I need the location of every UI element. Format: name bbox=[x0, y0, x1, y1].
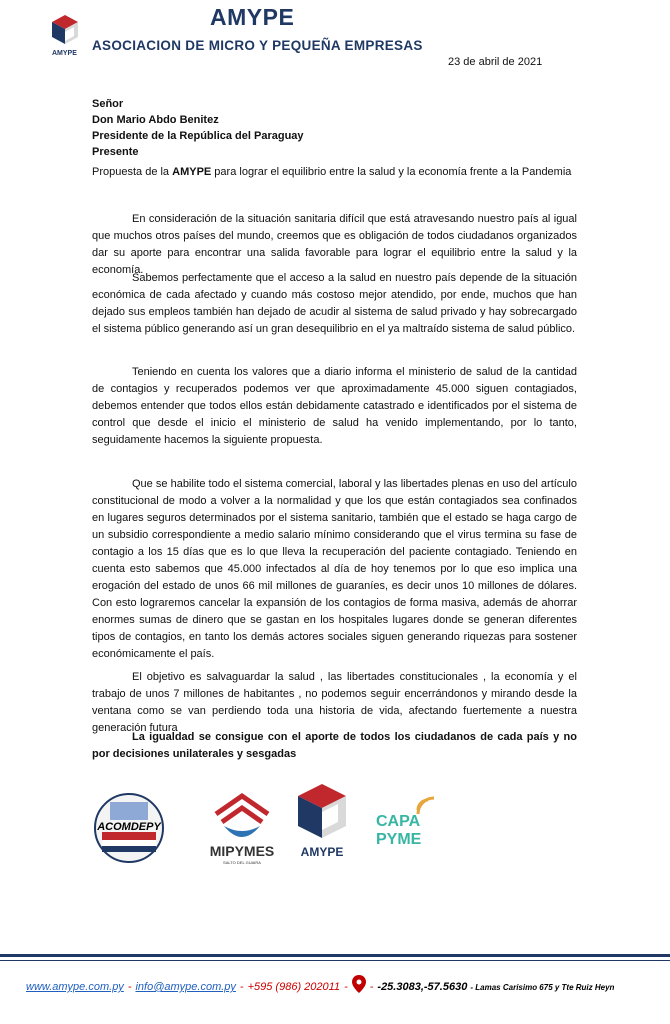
footer-separator: - bbox=[239, 981, 244, 993]
body-paragraph-1: En consideración de la situación sanitaria difícil que está atravesando nuestro país al igual que muchos otros países del mundo, creemos que es obligación de todos ciudadanos organizados dar su aporte para encontrar una salida favorable para lograr el equilibrio entre la salud y la economía. bbox=[92, 213, 577, 276]
amype-logo-icon bbox=[50, 14, 80, 54]
logo-label: AMYPE bbox=[52, 50, 77, 57]
recipient-present: Presente bbox=[92, 146, 139, 158]
amype-partner-logo-icon bbox=[292, 780, 352, 864]
subject-suffix: para lograr el equilibrio entre la salud y la economía frente a la Pandemia bbox=[211, 166, 572, 178]
letter-date: 23 de abril de 2021 bbox=[448, 56, 543, 68]
mipymes-logo-icon bbox=[202, 790, 282, 866]
phone-number: +595 (986) 202011 bbox=[247, 981, 341, 993]
pyme-logo-text: PYME bbox=[376, 831, 422, 848]
subject-highlight: AMYPE bbox=[172, 166, 212, 178]
body-paragraph-3: Teniendo en cuenta los valores que a diario informa el ministerio de salud de la cantidad de contagios y recuperados podemos ver que aproximadamente 45.000 siguen contagiados, debemos entender que todos ellos están debidamente catastrado e identificados por el sistema de control que desde el inicio el ministerio de salud ha venido implementando, por lo tanto, seguidamente hacemos la siguiente propuesta. bbox=[92, 366, 577, 446]
address: - Lamas Carisimo 675 y Tte Ruiz Heyn bbox=[470, 983, 615, 992]
subject-prefix: Propuesta de la bbox=[92, 166, 173, 178]
org-title: AMYPE bbox=[210, 4, 295, 30]
recipient-block bbox=[92, 96, 304, 160]
org-subtitle: ASOCIACION DE MICRO Y PEQUEÑA EMPRESAS bbox=[92, 38, 423, 53]
capapyme-logo-icon bbox=[372, 794, 442, 858]
footer-separator: - bbox=[344, 981, 348, 993]
footer-separator: - bbox=[369, 981, 374, 993]
closing-statement: La igualdad se consigue con el aporte de todos los ciudadanos de cada país y no por decisiones unilaterales y sesgadas bbox=[92, 731, 577, 760]
body-paragraph-4: Que se habilite todo el sistema comercial, laboral y las libertades plenas en uso del artículo constitucional de modo a volver a la normalidad y que los que están contagiados sea confinados en lugares seguros determinados por el sistema sanitario, también que el estado se haga cargo de un subsidio correspondiente a medio salario mínimo considerando que el virus termina su fase de contagio a los 15 días que es lo que lleva la recuperación del paciente contagiado. Teniendo en cuenta esto sabemos que 45.000 infectados al día de hoy tenemos por lo que eso implica una erogación del estado de unos 66 mil millones de guaraníes, es decir unos 10 millones de dólares. Con esto lograremos cancelar la expansión de los contagios de forma masiva, además de ahorrar enormes sumas de dinero que se gastan en los hospitales lugares donde se generan diferentes tipos de contagios, en tanto los demás actores sociales siguen generando riquezas para sostener económicamente el país. bbox=[92, 478, 577, 660]
mipymes-logo-subtext: SALTO DEL GUAIRA bbox=[223, 860, 261, 865]
partner-logos bbox=[92, 790, 552, 870]
footer-contact bbox=[26, 975, 614, 993]
recipient-name: Don Mario Abdo Benitez bbox=[92, 114, 219, 126]
body-paragraph-5: El objetivo es salvaguardar la salud , las libertades constitucionales , la economía y el trabajo de unos 7 millones de habitantes , no podemos seguir encerrándonos y mirando desde la ventana como se van perdiendo toda una historia de vida, afectando fuertemente a nuestra generación futura bbox=[92, 671, 577, 734]
footer-separator: - bbox=[127, 981, 132, 993]
subject-line bbox=[92, 166, 571, 178]
mipymes-logo-text: MIPYMES bbox=[209, 843, 275, 859]
acomdepy-logo-text: ACOMDEPY bbox=[97, 821, 161, 833]
location-pin-icon bbox=[352, 975, 366, 993]
body-paragraph-2: Sabemos perfectamente que el acceso a la salud en nuestro país depende de la situación económica de cada afectado y cuando más costoso mejor atendido, por ende, muchos que han dejado sus empleos también han dejado de acudir al sistema de salud privado y hay sobrecargado el sistema público generando así un gran desequilibrio en el ya maltraído sistema de salud público. bbox=[92, 272, 577, 335]
email-link[interactable]: info@amype.com.py bbox=[135, 981, 236, 993]
amype-partner-logo-text: AMYPE bbox=[300, 845, 344, 859]
website-link[interactable]: www.amype.com.py bbox=[26, 981, 124, 993]
coordinates: -25.3083,-57.5630 bbox=[377, 981, 468, 993]
recipient-salutation: Señor bbox=[92, 98, 124, 110]
footer-divider-thin bbox=[0, 960, 670, 961]
capa-logo-text: CAPA bbox=[376, 813, 421, 830]
footer-divider bbox=[0, 954, 670, 957]
recipient-title: Presidente de la República del Paraguay bbox=[92, 130, 304, 142]
acomdepy-logo-icon bbox=[92, 792, 166, 864]
